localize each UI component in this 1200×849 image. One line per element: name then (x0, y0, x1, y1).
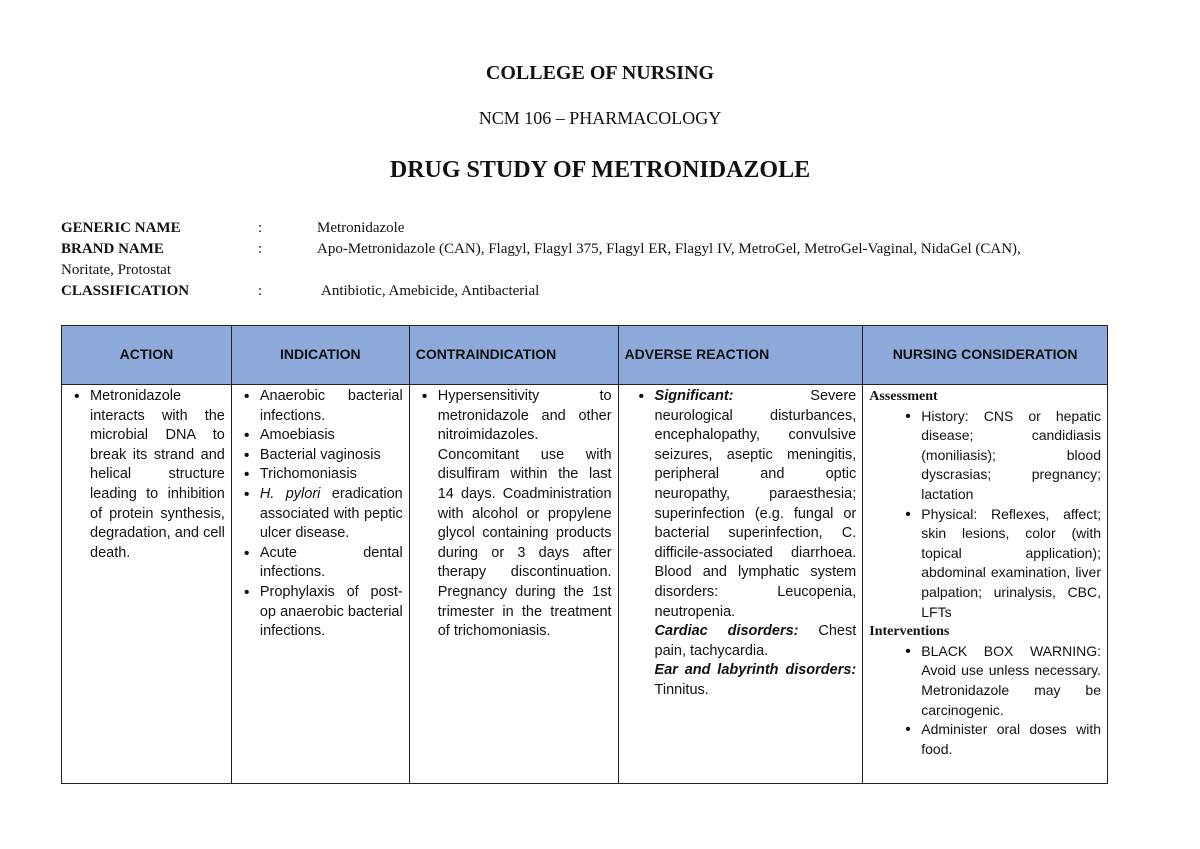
classification-value: Antibiotic, Amebicide, Antibacterial (321, 283, 540, 299)
indication-item: • Bacterial vaginosis (260, 446, 403, 466)
header-contraindication: CONTRAINDICATION (409, 326, 618, 385)
brand-name-value: Apo-Metronidazole (CAN), Flagyl, Flagyl 375, Flagyl ER, Flagyl IV, MetroGel, MetroGel-Vaginal, NidaGel (CAN), (317, 241, 1021, 257)
ear-label: Ear and labyrinth disorders: (654, 662, 857, 679)
adverse-reaction-item (655, 387, 857, 701)
contraindication-cell (409, 385, 618, 784)
brand-name-row (61, 239, 1141, 260)
table-row (62, 385, 1108, 784)
intervention-item: • BLACK BOX WARNING: Avoid use unless necessary. Metronidazole may be carcinogenic. (921, 642, 1101, 720)
generic-name-label: GENERIC NAME (61, 220, 181, 236)
nursing-consideration-cell (863, 385, 1108, 784)
indication-cell (231, 385, 409, 784)
action-cell (62, 385, 232, 784)
significant-text: Severe neurological disturbances, encephalopathy, convulsive seizures, aseptic meningitis, peripheral and optic neuropathy, paraesthesia; superinfection (e.g. fungal or bacterial superinfection, C. difficile-associated diarrhoea. Blood and lymphatic system disorders: Leucopenia, neutropenia. (654, 388, 857, 620)
header-nursing-consideration: NURSING CONSIDERATION (863, 326, 1108, 385)
colon: : (258, 241, 263, 257)
assessment-heading: Assessment (869, 389, 938, 404)
indication-item-h-pylori (260, 485, 403, 544)
assessment-item: • History: CNS or hepatic disease; candidiasis (moniliasis); blood dyscrasias; pregnancy; lactation (921, 407, 1101, 505)
cardiac-label: Cardiac disorders: (654, 623, 799, 640)
table-header-row (62, 326, 1108, 385)
drug-info (61, 218, 1141, 302)
classification-row (61, 281, 1141, 302)
interventions-heading: Interventions (869, 624, 950, 640)
contraindication-item: • Hypersensitivity to metronidazole and other nitroimidazoles. Concomitant use with disulfiram within the last 14 days. Coadministration with alcohol or propylene glycol containing products during or 3 days after therapy discontinuation. Pregnancy during the 1st trimester in the treatment of trichomoniasis. (438, 387, 612, 642)
ear-text: Tinnitus. (654, 681, 709, 698)
header-action: ACTION (62, 326, 232, 385)
classification-label: CLASSIFICATION (61, 283, 190, 299)
h-pylori-italic: H. pylori (259, 485, 321, 502)
indication-item: • Trichomoniasis (260, 465, 403, 485)
adverse-reaction-cell (618, 385, 863, 784)
significant-label: Significant: (654, 388, 734, 404)
indication-item: • Prophylaxis of post-op anaerobic bacterial infections. (260, 583, 403, 642)
course-heading: NCM 106 – PHARMACOLOGY (478, 108, 722, 128)
generic-name-value: Metronidazole (317, 220, 405, 236)
cardiac-text: Chest pain, tachycardia. (654, 623, 857, 659)
brand-name-continuation: Noritate, Protostat (61, 262, 171, 278)
header-indication: INDICATION (231, 326, 409, 385)
action-item: • Metronidazole interacts with the microbial DNA to break its strand and helical structure leading to inhibition of protein synthesis, degradation, and cell death. (90, 387, 225, 563)
assessment-item: • Physical: Reflexes, affect; skin lesions, color (with topical application); abdominal examination, liver palpation; urinalysis, CBC, LFTs (921, 505, 1101, 623)
h-pylori-text: eradication associated with peptic ulcer disease. (259, 485, 403, 542)
brand-name-label: BRAND NAME (61, 241, 164, 257)
colon: : (258, 283, 263, 299)
indication-item: • Acute dental infections. (260, 544, 403, 583)
drug-study-table (61, 325, 1108, 784)
intervention-item: • Administer oral doses with food. (921, 720, 1101, 759)
college-heading: COLLEGE OF NURSING (485, 62, 715, 84)
indication-item: • Amoebiasis (260, 426, 403, 446)
generic-name-row (61, 218, 1141, 239)
colon: : (258, 220, 263, 236)
indication-item: • Anaerobic bacterial infections. (260, 387, 403, 426)
document-title: DRUG STUDY OF METRONIDAZOLE (389, 157, 811, 183)
header-adverse-reaction: ADVERSE REACTION (618, 326, 863, 385)
